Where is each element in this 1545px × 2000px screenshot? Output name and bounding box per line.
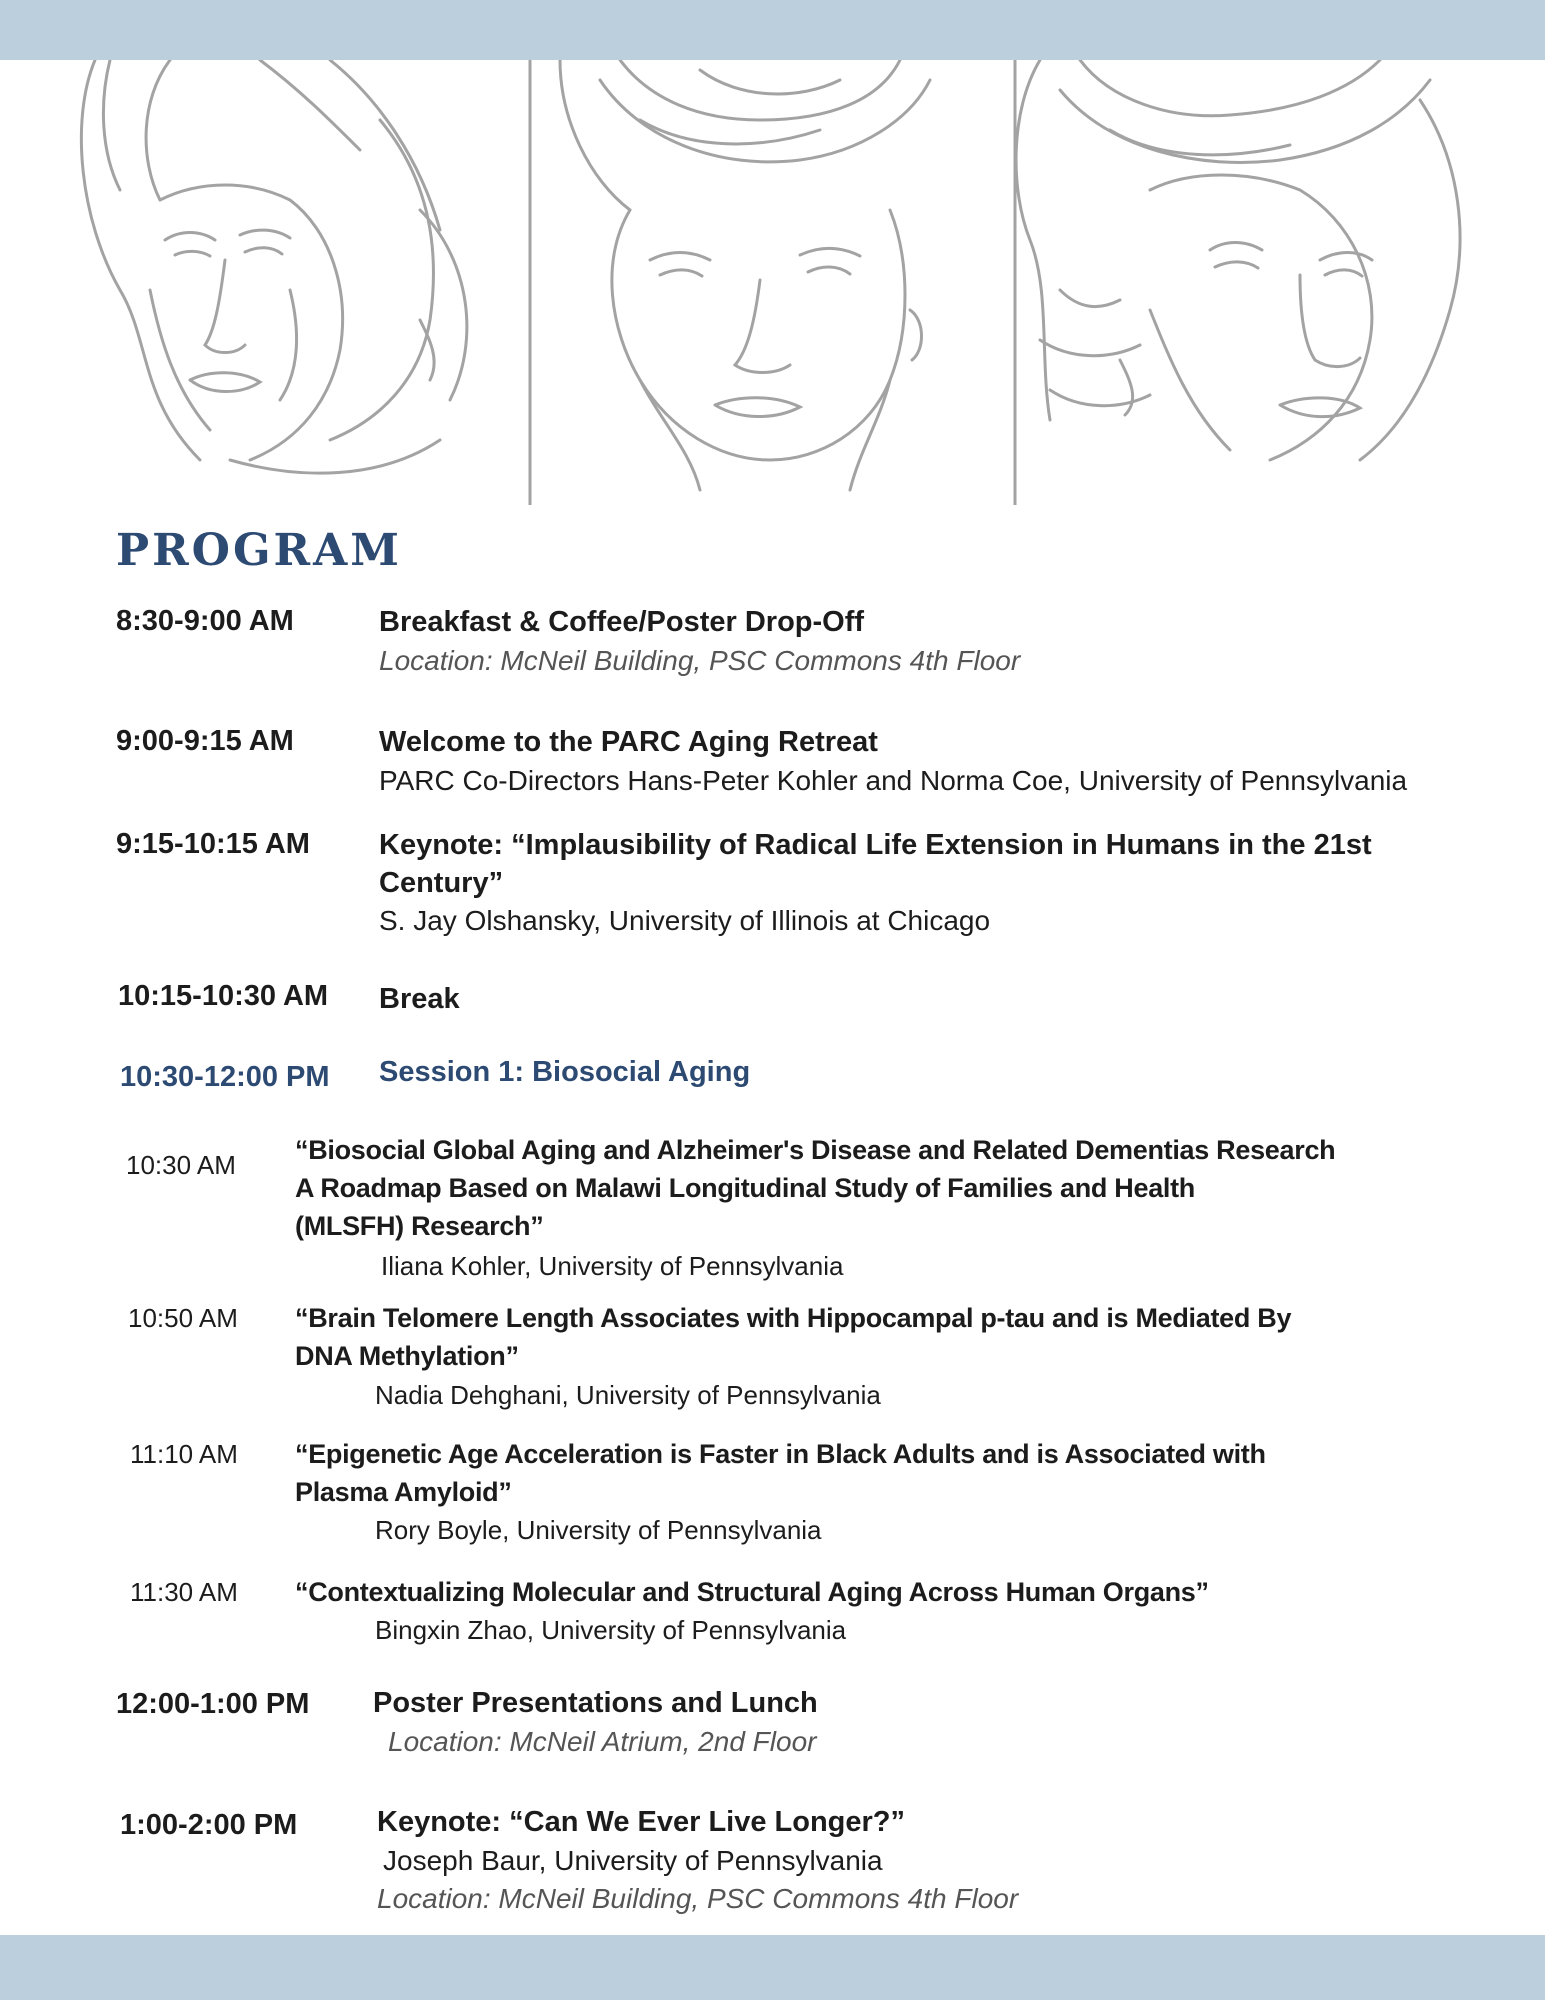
keynote2-title: Keynote: “Can We Ever Live Longer?” — [377, 1806, 906, 1838]
talk4-time: 11:30 AM — [130, 1577, 238, 1607]
keynote1-time: 9:15-10:15 AM — [116, 828, 310, 860]
session1-title: Session 1: Biosocial Aging — [379, 1056, 751, 1088]
talk3-speaker: Rory Boyle, University of Pennsylvania — [375, 1515, 822, 1545]
break-time: 10:15-10:30 AM — [118, 980, 329, 1012]
keynote1-title-line2: Century” — [379, 867, 504, 899]
keynote2-speaker: Joseph Baur, University of Pennsylvania — [383, 1845, 883, 1876]
keynote2-time: 1:00-2:00 PM — [120, 1809, 298, 1841]
welcome-time: 9:00-9:15 AM — [116, 725, 294, 757]
keynote1-speaker: S. Jay Olshansky, University of Illinois at Chicago — [379, 905, 991, 936]
talk4-title-line1: “Contextualizing Molecular and Structural Aging Across Human Organs” — [295, 1577, 1209, 1607]
portrait-illustration — [0, 60, 1545, 505]
bottom-band — [0, 1935, 1545, 2000]
talk1-time: 10:30 AM — [126, 1150, 236, 1180]
breakfast-title: Breakfast & Coffee/Poster Drop-Off — [379, 606, 865, 638]
breakfast-time: 8:30-9:00 AM — [116, 605, 294, 637]
session1-time: 10:30-12:00 PM — [120, 1061, 330, 1093]
talk4-speaker: Bingxin Zhao, University of Pennsylvania — [375, 1615, 847, 1645]
welcome-title: Welcome to the PARC Aging Retreat — [379, 726, 878, 758]
talk1-speaker: Iliana Kohler, University of Pennsylvania — [381, 1251, 844, 1281]
lunch-time: 12:00-1:00 PM — [116, 1688, 310, 1720]
talk2-time: 10:50 AM — [128, 1303, 238, 1333]
portrait-woman-right — [1016, 60, 1460, 460]
talk1-title-line2: A Roadmap Based on Malawi Longitudinal Study of Families and Health — [295, 1173, 1195, 1203]
talk1-title-line3: (MLSFH) Research” — [295, 1211, 544, 1241]
talk1-title-line1: “Biosocial Global Aging and Alzheimer's Disease and Related Dementias Research — [295, 1135, 1336, 1165]
keynote1-title-line1: Keynote: “Implausibility of Radical Life Extension in Humans in the 21st — [379, 829, 1372, 861]
talk2-title-line2: DNA Methylation” — [295, 1341, 519, 1371]
portrait-woman-center — [560, 60, 1015, 505]
keynote2-location: Location: McNeil Building, PSC Commons 4th Floor — [377, 1883, 1019, 1914]
welcome-speaker: PARC Co-Directors Hans-Peter Kohler and Norma Coe, University of Pennsylvania — [379, 765, 1408, 796]
top-band — [0, 0, 1545, 60]
talk2-speaker: Nadia Dehghani, University of Pennsylvania — [375, 1380, 881, 1410]
lunch-location: Location: McNeil Atrium, 2nd Floor — [388, 1726, 817, 1757]
three-women-portrait-icon — [0, 60, 1545, 505]
talk3-title-line2: Plasma Amyloid” — [295, 1477, 512, 1507]
break-title: Break — [379, 983, 460, 1015]
breakfast-location: Location: McNeil Building, PSC Commons 4th Floor — [379, 645, 1021, 676]
lunch-title: Poster Presentations and Lunch — [373, 1687, 818, 1719]
talk2-title-line1: “Brain Telomere Length Associates with Hippocampal p-tau and is Mediated By — [295, 1303, 1292, 1333]
talk3-time: 11:10 AM — [130, 1439, 238, 1469]
page-title: PROGRAM — [116, 525, 402, 576]
talk3-title-line1: “Epigenetic Age Acceleration is Faster in Black Adults and is Associated with — [295, 1439, 1266, 1469]
portrait-woman-left — [81, 60, 530, 505]
